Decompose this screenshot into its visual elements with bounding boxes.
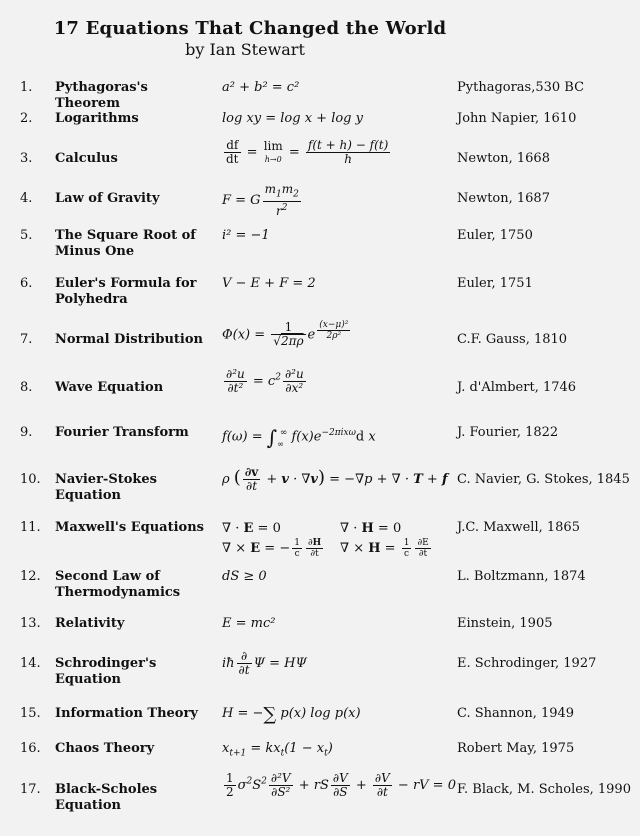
equation-credit: Euler, 1751 — [457, 276, 533, 291]
row-number: 6. — [20, 276, 33, 291]
equation-name: Relativity — [55, 616, 125, 631]
equation-credit: L. Boltzmann, 1874 — [457, 569, 586, 584]
equation-credit: Einstein, 1905 — [457, 616, 553, 631]
row-number: 17. — [20, 782, 41, 797]
equation-credit: Newton, 1668 — [457, 151, 550, 166]
row-number: 13. — [20, 616, 41, 631]
equation-formula: F = G $\frac{m_1m_2}{r^2}$ — [222, 182, 299, 219]
equation-name: Logarithms — [55, 111, 139, 126]
equation-name: Fourier Transform — [55, 425, 189, 440]
row-number: 5. — [20, 228, 33, 243]
equation-formula: $x_{t+1} = kx_t(1 - x_t)$ — [222, 741, 333, 759]
equation-name: Euler's Formula for Polyhedra — [55, 276, 197, 307]
equation-credit: Pythagoras,530 BC — [457, 80, 585, 95]
equation-formula: i² = −1 — [222, 228, 270, 243]
row-number: 12. — [20, 569, 41, 584]
equation-formula: H = −∑ p(x) log p(x) — [222, 704, 361, 725]
row-number: 10. — [20, 472, 41, 487]
equation-formula: Φ(x) = $\frac{1}{√2\pi\rho}$ e $^{\frac{\text{(x−μ)²}}{\text{2ρ²}}}$ — [222, 320, 349, 349]
equation-credit: E. Schrodinger, 1927 — [457, 656, 597, 671]
row-number: 14. — [20, 656, 41, 671]
row-number: 3. — [20, 151, 33, 166]
equation-formula: V − E + F = 2 — [222, 276, 316, 291]
equation-credit: C. Shannon, 1949 — [457, 706, 575, 721]
equation-name: Wave Equation — [55, 380, 164, 395]
equation-credit: J. d'Almbert, 1746 — [457, 380, 577, 395]
equation-formula: iħ $\frac{\partial}{\partial t}$ Ψ = HΨ — [222, 649, 307, 677]
equation-formula: a² + b² = c² — [222, 80, 300, 95]
equation-name: Information Theory — [55, 706, 198, 721]
row-number: 4. — [20, 191, 33, 206]
equation-formula: $\frac{df}{dt}$ = lim h→0 = $\frac{f(t + h) - f(t)}{h}$ — [226, 138, 389, 166]
equation-name: Second Law of Thermodynamics — [55, 569, 181, 600]
equation-credit: Euler, 1750 — [457, 228, 533, 243]
equation-name: Law of Gravity — [55, 191, 160, 206]
equation-name: Navier-Stokes Equation — [55, 472, 157, 503]
equation-credit: C. Navier, G. Stokes, 1845 — [457, 472, 630, 487]
row-number: 1. — [20, 80, 33, 95]
equation-credit: C.F. Gauss, 1810 — [457, 332, 568, 347]
equation-formula: ρ ( $\frac{\partial v}{\partial t}$ + v · ∇v) = −∇p + ∇ · T + f — [222, 465, 448, 493]
equation-credit: John Napier, 1610 — [457, 111, 577, 126]
equation-name: Normal Distribution — [55, 332, 203, 347]
equation-name: Chaos Theory — [55, 741, 155, 756]
equation-name: The Square Root of Minus One — [55, 228, 196, 259]
row-number: 11. — [20, 520, 41, 535]
equation-name: Calculus — [55, 151, 118, 166]
row-number: 15. — [20, 706, 41, 721]
equation-formula: $\frac{1}{2}$ $\sigma^2S^2$ $\frac{\text{∂²V}}{\text{∂S²}}$ + rS $\frac{\partial V}{\partial S}$ + $\frac{\partial V}{\partial t}$ − rV = 0 — [226, 771, 456, 799]
equation-credit: J. Fourier, 1822 — [457, 425, 559, 440]
equation-formula: ∇ · E = 0 ∇ · H = 0 ∇ × E = − $\frac{1}{c}$ $\frac{\partial H}{\partial t}$ ∇ × H = $\frac{1}{c}$ $\frac{\partial E}{\partial t}$ — [222, 521, 429, 559]
row-number: 2. — [20, 111, 33, 126]
row-number: 7. — [20, 332, 33, 347]
page-subtitle: by Ian Stewart — [185, 40, 305, 59]
equation-name: Pythagoras's Theorem — [55, 80, 148, 111]
row-number: 16. — [20, 741, 41, 756]
equation-credit: Robert May, 1975 — [457, 741, 575, 756]
equation-name: Schrodinger's Equation — [55, 656, 157, 687]
equation-formula: E = mc² — [222, 616, 276, 631]
equation-formula: $\frac{\text{∂²u}}{\text{∂t²}}$ = $c^2$ $\frac{\text{∂²u}}{\text{∂x²}}$ — [226, 367, 304, 395]
equation-credit: Newton, 1687 — [457, 191, 550, 206]
row-number: 8. — [20, 380, 33, 395]
equation-formula: log xy = log x + log y — [222, 111, 363, 126]
equation-name: Black-Scholes Equation — [55, 782, 158, 813]
equation-credit: J.C. Maxwell, 1865 — [457, 520, 580, 535]
equation-name: Maxwell's Equations — [55, 520, 204, 535]
page-title: 17 Equations That Changed the World — [53, 18, 447, 39]
row-number: 9. — [20, 425, 33, 440]
equation-formula: $f(\omega) = \int_\infty^\infty$ $f(x)e^{-2\pi ix\omega}d$ x — [222, 425, 376, 450]
equation-formula: dS ≥ 0 — [222, 569, 267, 584]
equation-credit: F. Black, M. Scholes, 1990 — [457, 782, 631, 797]
